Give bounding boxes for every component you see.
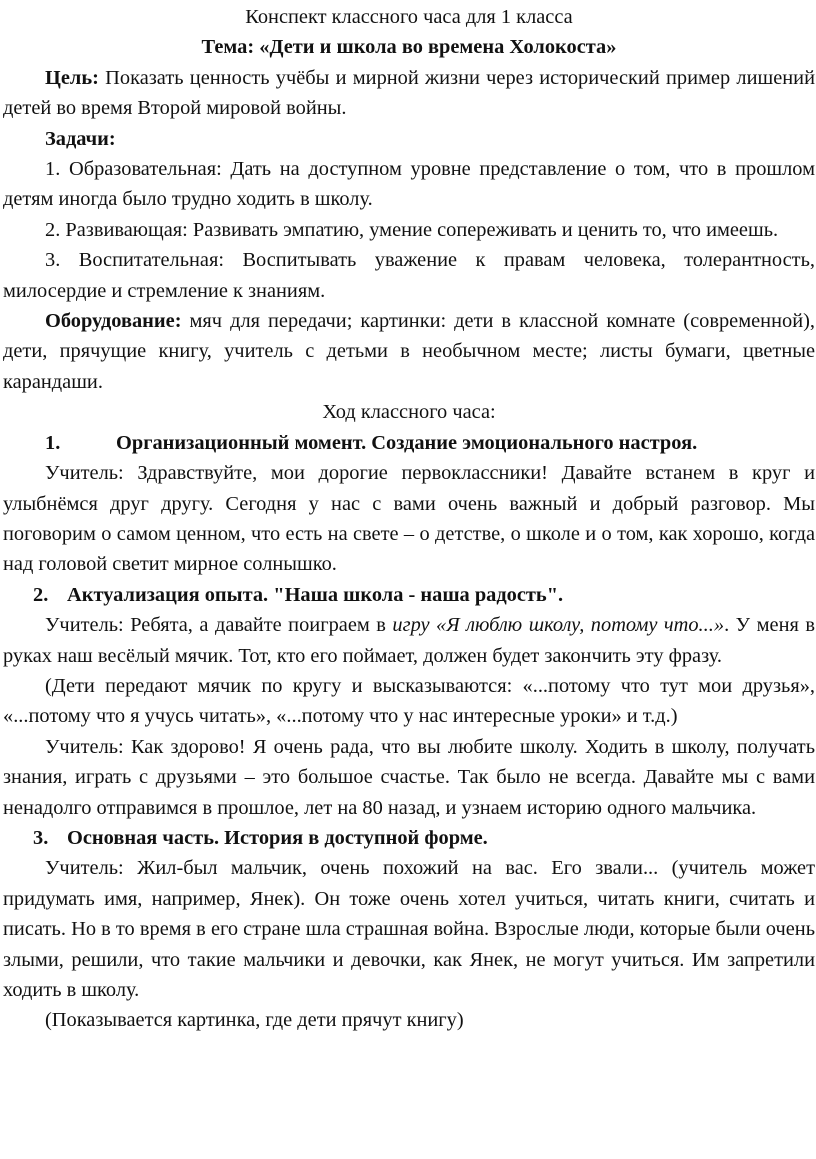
equipment-paragraph [3,306,815,397]
section-1-heading [3,428,815,458]
section-2-paragraph-2: (Дети передают мячик по кругу и высказываются: «...потому что тут мои друзья», «...потому что я учусь читать», «...потому что у нас интересные уроки» и т.д.) [3,674,815,728]
goal-label: Цель: [45,66,99,89]
topic-title: Тема: «Дети и школа во времена Холокоста» [201,36,617,59]
task-item: 2. Развивающая: Развивать эмпатию, умение сопереживать и ценить то, что имеешь. [45,218,779,241]
section-3-paragraph-1: Учитель: Жил-был мальчик, очень похожий на вас. Его звали... (учитель может придумать имя, например, Янек). Он тоже очень хотел учиться, читать книги, считать и писать. Но в то время в его стране шла страшная война. Взрослые люди, которые были очень злыми, решили, что такие мальчики и девочки, как Янек, не могут учиться. Им запретили ходить в школу. [3,857,815,1001]
equipment-text: мяч для передачи; картинки: дети в классной комнате (современной), дети, прячущие книгу, учитель с детьми в необычном месте; листы бумаги, цветные карандаши. [3,310,815,393]
text-span: . У меня в руках наш весёлый мячик. Тот, кто его поймает, должен будет закончить эту фразу. [3,614,816,667]
text-span: Учитель: Ребята, а давайте поиграем в [45,614,393,637]
goal-text: Показать ценность учёбы и мирной жизни через исторический пример лишений детей во время Второй мировой войны. [3,66,815,120]
task-item: 3. Воспитательная: Воспитывать уважение к правам человека, толерантность, милосердие и стремление к знаниям. [3,249,815,302]
section-3-paragraph-2: (Показывается картинка, где дети прячут книгу) [45,1009,464,1032]
lesson-heading: Ход классного часа: [322,401,496,424]
section-1-title: Организационный момент. Создание эмоционального настроя. [116,431,698,454]
goal-paragraph [3,63,815,124]
section-2-number: 2. [33,583,49,606]
section-1-number: 1. [45,431,61,454]
section-2-title: Актуализация опыта. "Наша школа - наша радость". [67,583,564,606]
section-1-paragraph: Учитель: Здравствуйте, мои дорогие первоклассники! Давайте встанем в круг и улыбнёмся друг другу. Сегодня у нас с вами очень важный и добрый разговор. Мы поговорим о самом ценном, что есть на свете – о детстве, о школе и о том, как хорошо, когда над головой светит мирное солнышко. [3,462,815,576]
italic-game-name: игру «Я люблю школу, потому что...» [392,614,725,637]
section-2-paragraph-1 [3,610,815,671]
section-3-heading [3,823,815,853]
equipment-label: Оборудование: [45,310,182,333]
section-3-title: Основная часть. История в доступной форме. [67,826,488,849]
tasks-label: Задачи: [45,127,116,150]
section-3-number: 3. [33,826,49,849]
section-2-heading [3,580,815,610]
task-item: 1. Образовательная: Дать на доступном уровне представление о том, что в прошлом детям иногда было трудно ходить в школу. [3,158,815,211]
document-header: Конспект классного часа для 1 класса [245,6,573,28]
section-2-paragraph-3: Учитель: Как здорово! Я очень рада, что вы любите школу. Ходить в школу, получать знания, играть с друзьями – это большое счастье. Так было не всегда. Давайте мы с вами ненадолго отправимся в прошлое, лет на 80 назад, и узнаем историю одного мальчика. [3,735,815,819]
